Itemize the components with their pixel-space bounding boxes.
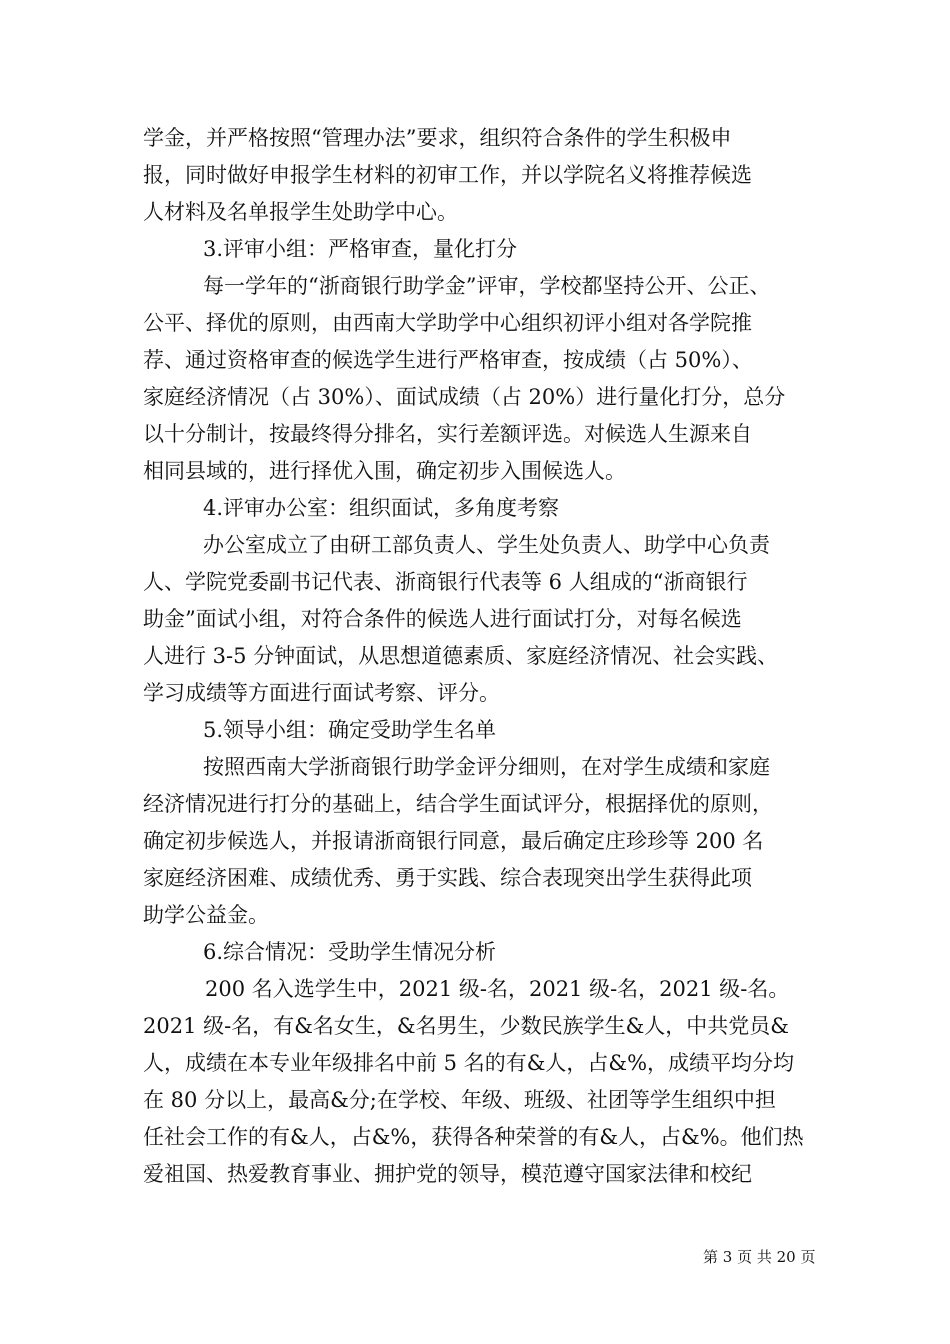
text-line: 经济情况进行打分的基础上，结合学生面试评分，根据择优的原则， <box>143 792 773 816</box>
text-line: 按照西南大学浙商银行助学金评分细则，在对学生成绩和家庭 <box>203 755 770 779</box>
section-heading-5: 5.领导小组：确定受助学生名单 <box>203 718 497 742</box>
text-line: 任社会工作的有&人，占&%，获得各种荣誉的有&人，占&%。他们热 <box>143 1125 804 1149</box>
text-line: 学习成绩等方面进行面试考察、评分。 <box>143 681 500 705</box>
text-line: 公平、择优的原则，由西南大学助学中心组织初评小组对各学院推 <box>143 311 752 335</box>
text-line: 确定初步候选人，并报请浙商银行同意，最后确定庄珍珍等 200 名 <box>143 829 764 853</box>
section-heading-4: 4.评审办公室：组织面试，多角度考察 <box>203 496 560 520</box>
text-line: 助学公益金。 <box>143 903 269 927</box>
text-line: 爱祖国、热爱教育事业、拥护党的领导，模范遵守国家法律和校纪 <box>143 1162 752 1186</box>
section-heading-6: 6.综合情况：受助学生情况分析 <box>203 940 497 964</box>
text-line: 人，成绩在本专业年级排名中前 5 名的有&人，占&%，成绩平均分均 <box>143 1051 795 1075</box>
text-line: 家庭经济情况（占 30%）、面试成绩（占 20%）进行量化打分，总分 <box>143 385 786 409</box>
page-number: 第 3 页 共 20 页 <box>703 1248 816 1266</box>
text-line: 相同县域的，进行择优入围，确定初步入围候选人。 <box>143 459 626 483</box>
text-line: 办公室成立了由研工部负责人、学生处负责人、助学中心负责 <box>203 533 770 557</box>
text-line: 报，同时做好申报学生材料的初审工作，并以学院名义将推荐候选 <box>143 163 752 187</box>
text-line: 人、学院党委副书记代表、浙商银行代表等 6 人组成的“浙商银行 <box>143 570 748 594</box>
text-line: 助金”面试小组，对符合条件的候选人进行面试打分，对每名候选 <box>143 607 742 631</box>
text-line: 每一学年的“浙商银行助学金”评审，学校都坚持公开、公正、 <box>203 274 771 298</box>
text-line: 荐、通过资格审查的候选学生进行严格审查，按成绩（占 50%）、 <box>143 348 753 372</box>
text-line: 人进行 3-5 分钟面试，从思想道德素质、家庭经济情况、社会实践、 <box>143 644 779 668</box>
section-heading-3: 3.评审小组：严格审查，量化打分 <box>203 237 518 261</box>
text-line: 在 80 分以上，最高&分;在学校、年级、班级、社团等学生组织中担 <box>143 1088 776 1112</box>
text-line: 以十分制计，按最终得分排名，实行差额评选。对候选人生源来自 <box>143 422 752 446</box>
text-line: 200 名入选学生中，2021 级-名，2021 级-名，2021 级-名。 <box>205 977 790 1001</box>
text-line: 人材料及名单报学生处助学中心。 <box>143 200 458 224</box>
document-body <box>143 120 833 1193</box>
text-line: 2021 级-名，有&名女生，&名男生，少数民族学生&人，中共党员& <box>143 1014 789 1038</box>
text-line: 学金，并严格按照“管理办法”要求，组织符合条件的学生积极申 <box>143 126 732 150</box>
text-line: 家庭经济困难、成绩优秀、勇于实践、综合表现突出学生获得此项 <box>143 866 752 890</box>
